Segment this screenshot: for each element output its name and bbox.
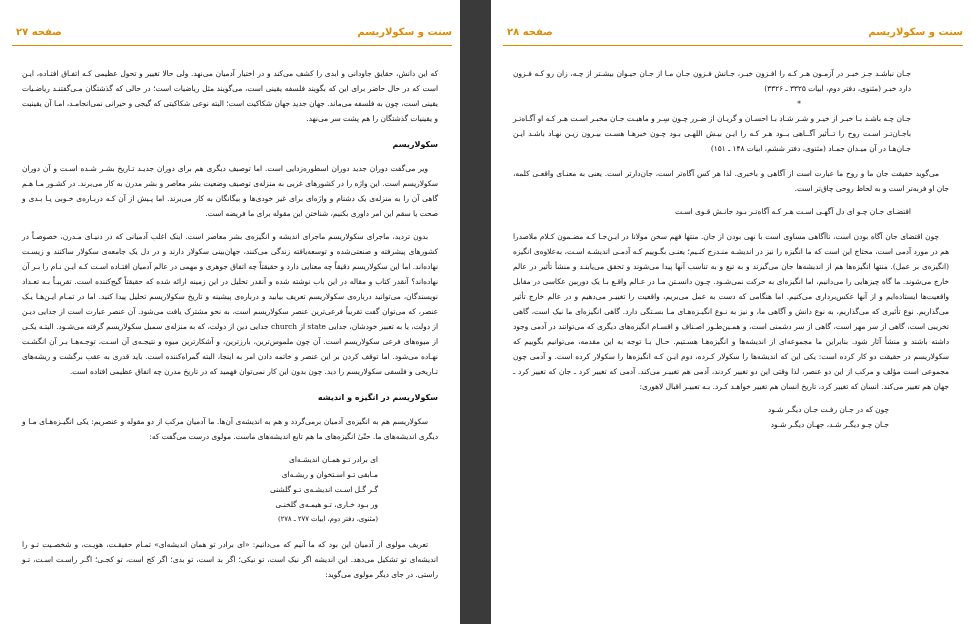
poem-line: روح را تــأثیر آگــاهی بــود	[775, 129, 860, 138]
poem-line: هـر کـه را افـزون خبـر، جـانش فـزون	[692, 69, 810, 78]
poem-block	[513, 402, 949, 432]
poem-line: هـر کـه او آگـاه‌تـر باجـان‌تـر اسـت	[513, 114, 912, 138]
poem-line: ور بـود خـاری، تـو هیمـه‌ی گلخنـی	[275, 500, 378, 509]
poem-line: جـان نباشـد جـز خبـر در آزمـون	[812, 69, 911, 78]
poem-line: چـون خبرهـا هسـت بیـرون زیـن نهـاد	[548, 129, 667, 138]
paragraph: سکولاریسم هم به انگیزه‌ی آدمیان برمی‌گردد و هم به اندیشه‌ی آن‌ها. ما آدمیان مرکب از دو مقوله و عنصریم: یکی انگیـزه‌هـای مـا و دیگری اندیشه‌های ما. حتّیٰ انگیزه‌های ما هم تابع اندیشه‌های ماست. مولوی درست می‌گفت که:	[22, 417, 438, 441]
page-body	[513, 66, 949, 442]
poem-line: ای برادر تـو همـان اندیشـه‌ای	[289, 455, 378, 464]
poem-line: چون که در جـان رفـت جـان دیگـر شـود	[767, 405, 889, 414]
poem-line: هـر کـه آگاه‌تـر بـود جانـش قـوی اسـت	[675, 207, 794, 216]
poem-line: جـان مـا از جـان حیـوان بیشـتر	[594, 69, 691, 78]
running-title: سنت و سکولاریسم	[868, 27, 963, 38]
paragraph: بدون تردید، ماجرای سکولاریسم ماجرای اندیشه و انگیزه‌ی بشر معاصر است. اینک اغلب آدمیانی که در دنیـای مـدرن، خصوصـاً در کشورهای پیشرفته و صنعتی‌شده و توسعه‌یافته زندگی می‌کنند، جهان‌بینی سکولار دارند و در دل یک جامعه‌ی سکولار ساکنند و زیسـت نهاده‌اند. اما این سکولاریسم دقیقاً چه معنایی دارد و حقیقتاً چه اتفاق جوهری و مهمی در عالم آدمیان افتـاده اسـت کـه ایـن نـام را بـر آن نهاده‌اند؟ آنقدر کتاب و مقاله در این باب نوشته شده و آنقدر تحلیل در این زمینه ارائه شده که حقیقتاً گیج‌کننده است. تقریبـاً بـه تعـداد نویسندگان، می‌توانید درباره‌ی سکولاریسم تعریف بیابید و درباره‌ی پیشینه و تاریخ سکولاریسم تحلیل پیدا کنید. اما در تمـام ایـن‌هـا یـک عنصر، که می‌توان گفت تقریباً فرعی‌ترین عنصر سکولاریسم است، به نحو مشترک یافت می‌شود. آن عنصر عبارت است از جدایی دیـن از دولت، یا به تعبیر خودشان، جدایی state از church جدایی دین از دولت، که به منزله‌ی سمبل سکولاریسم گرفته می‌شـود. البتـه یکـی از میوه‌های فرعی سکولاریسم است. آن چون ملموس‌ترین، بارزترین، و آشکارترین میوه و نتیجـه‌ی آن اسـت، توجـه‌هـا بـر آن انگشـت نهـاده می‌شود. اما توقف کردن بر این عنصر و خاتمه دادن امر به اینجا، البته گمراه‌کننده است. باید قدری به عقب برگشت و ریشه‌های تـاریخی و فلسفی سکولاریسم را دید. چون بدون این کار نمی‌توان فهمید که در تاریخ مدرن چه اتفاق عظیمی افتاده است.	[22, 232, 438, 376]
paragraph: ویر می‌گفت دوران جدید دوران اسطوره‌زدایی است. اما توصیف دیگری هم برای دوران جدیـد تـاریخ بشـر شـده اسـت و آن دوران سکولاریسم است. این واژه را در کشورهای غربی به منزله‌ی توصیف وضعیت بشر معاصر و بشر مدرن به کار می‌برند. در کشـور مـا هـم گاهی آن را به منزله‌ی یک دشنام و واژه‌ای برای غیر خودی‌ها و بیگانگان به کار می‌برند. اما پـیش از آن کـه دربـاره‌ی خـوبی یـا بـدی و صحت یا سقم این امر داوری بکنیم، شناختن این مقوله برای ما فریضه است.	[22, 164, 438, 218]
poem-line: از چـه، زان رو کـه فـزون دارد خبـر	[513, 69, 911, 93]
couplet-block	[513, 204, 949, 219]
section-heading-secularism: سکولاریسم	[392, 140, 438, 149]
header-divider	[12, 45, 452, 46]
poem-block	[22, 452, 438, 527]
poem-citation: (مثنوی، دفتر دوم، ابیات ۳۳۲۵ ـ ۳۳۲۶)	[764, 84, 882, 93]
running-title: سنت و سکولاریسم	[357, 27, 452, 38]
page-header	[491, 27, 971, 41]
poem-citation: (مثنوی، دفتر دوم، ابیات ۲۷۷ ـ ۲۷۸)	[277, 515, 378, 523]
page-header	[0, 27, 460, 41]
poem-line: شـاد بـا احسـان و گریـان از ضـرر	[690, 114, 794, 123]
page-body	[22, 66, 438, 590]
paragraph: می‌گوید حقیقت جان ما و روح ما عبارت است از آگاهی و باخبری. لذا هر کس آگاه‌تر است، جان‌دارتر است. یعنی به معنـای واقعـی کلمه، جان او فربه‌تر است و به لحاظ روحی چاق‌تر است.	[513, 169, 949, 193]
section-heading-motive-thought: سکولاریسم در انگیزه و اندیشه	[317, 393, 438, 402]
poem-citation: (مثنوی، دفتر ششم، ابیات ۱۴۸ ـ ۱۵۱)	[710, 144, 826, 153]
section-star: *	[797, 99, 801, 108]
poem-block	[513, 66, 949, 156]
page-27	[0, 0, 460, 624]
poem-line: جـان چـو دیگـر شـد، جهـان دیگـر شـود	[770, 420, 889, 429]
poem-line: جـان چـه باشـد بـا خبـر از خیـر و شـر	[795, 114, 911, 123]
poem-line: گـر گـل اسـت اندیشـه‌ی تـو گلشنی	[270, 485, 378, 494]
header-divider	[503, 45, 963, 46]
poem-line: اقتضـای جـان چـو ای دل آگهـی اسـت	[796, 207, 911, 216]
intro-paragraph: که این دانش، حقایق جاودانی و ابدی را کشف می‌کند و در اختیار آدمیان می‌نهد. ولی حالا تغییر و تحول عظیمی کـه اتفـاق افتـاده، ایـن است که در حال حاضر برای این که بگویند فلسفه یقینی است، می‌گویند مثل ریاضیات است؛ در حالی که گذشتگان مـی‌گفتنـد ریاضـیات یقینی است، چون به فلسفه می‌ماند. جهان جدید جهان شکاکیت است؛ البته نوعی شکاکیتی که گیجی و حیرانی نمی‌انجامـد، امـا آن یقینیت و یقینیات گذشتگان را هم پشت سر می‌نهد.	[22, 69, 438, 123]
poem-line: مـابقی تـو اسـتخوان و ریشـه‌ای	[281, 470, 378, 479]
page-number: صفحه ۲۷	[16, 27, 62, 38]
poem-line: چـون سِـر و ماهیـت جـان مخبـر اسـت	[570, 114, 688, 123]
poem-line: باشـد ایـن جـان‌هـا در آن میـدان جمـاد	[513, 129, 911, 153]
poem-line: هـر کـه را ایـن بیـش اللهـی بـود	[669, 129, 773, 138]
page-number: صفحه ۲۸	[507, 27, 553, 38]
paragraph: چون اقتضای جان آگاه بودن است، ناآگاهی مساوی است با نهی بودن از جان. منتها فهم سخن مولانا در ایـن‌جـا کـه مضـمون کـلام ملاصدرا هم در مورد آدمی است، محتاج این است که ما انگیزه را نیز در اندیشـه منـدرج کنـیم؛ یعنـی بگـوییم کـه آدمـی اندیشـه اسـت، به‌علاوه‌ی انگیزه (انگیزه‌ی بر عمل). منتها انگیزه‌ها هم از اندیشه‌ها جان می‌گیرند و به تبع و به تناسب آنها پیدا می‌شوند و تحقق می‌یابنـد و منشأ تأثیر در عالم خارج می‌شوند. ما گاه چیزهایی را می‌دانیم، اما انگیزه‌ای به حرکت نمی‌شـود. چـون دانسـتن مـا در عـالم واقـع بـا یک دوربین عکاسی در مقابل واقعیت‌ها ایستاده‌ایم و از آنها عکس‌برداری می‌کنیم. اما هنگامی که دست به عمل می‌بریم، واقعیت را تغییـر می‌دهیم و در عالم خارج تأثیر می‌گذاریم. نوع تأثیری که می‌گذاریم، به نوع دانش و آگاهی ما، و نیز به نـوع انگیـزه‌هـای مـا بسـتگی دارد. گاهی انگیزه‌ای ما نیک است، گاهی تخریبی است، گاهی از سر مهر است، گاهی از سر دشمنی است، و همـین‌طـور اصـناف و اقسـام انگیزه‌های دیگری که می‌توانند در آدمی وجود داشته باشند و منشأ آثار شود. بنابراین ما مجموعه‌ای از اندیشه‌ها و انگیزه‌هـا هسـتیم. حـال بـا توجه به این مقدمه، می‌توانیم بگوییم که سکولاریسم در حقیقت دو کار کرده است: یکی این که اندیشه‌ها را سکولار کـرده، دوم ایـن کـه انگیزه‌ها را سکولار کرده است. و آدمی چون مجموعی است مؤلف و مرکب از این دو عنصر، لذا وقتی این دو تغییر کردند، آدمی هم تغییـر می‌کند. آدمی که تغییر کرد ـ جان که تغییر کرد ـ جهان هم تغییر می‌کند. انسان که تغییر کرد، تاریخ انسان هم تغییر خواهـد کـرد. بـه تعبیـر اقبال لاهوری:	[513, 232, 949, 391]
paragraph: تعریف مولوی از آدمیان این بود که ما آنیم که می‌دانیم: «ای برادر تو همان اندیشه‌ای» تمـام حقیقـت، هویـت، و شخصـیت تـو را اندیشه‌ای تو تشکیل می‌دهد. این اندیشه اگر نیک است، تو نیکی؛ اگر بد است، تو بدی؛ اگر کج است، تو کجـی؛ اگـر راسـت اسـت، تـو راستی. در جای دیگر مولوی می‌گوید:	[22, 540, 438, 579]
page-28	[491, 0, 971, 624]
